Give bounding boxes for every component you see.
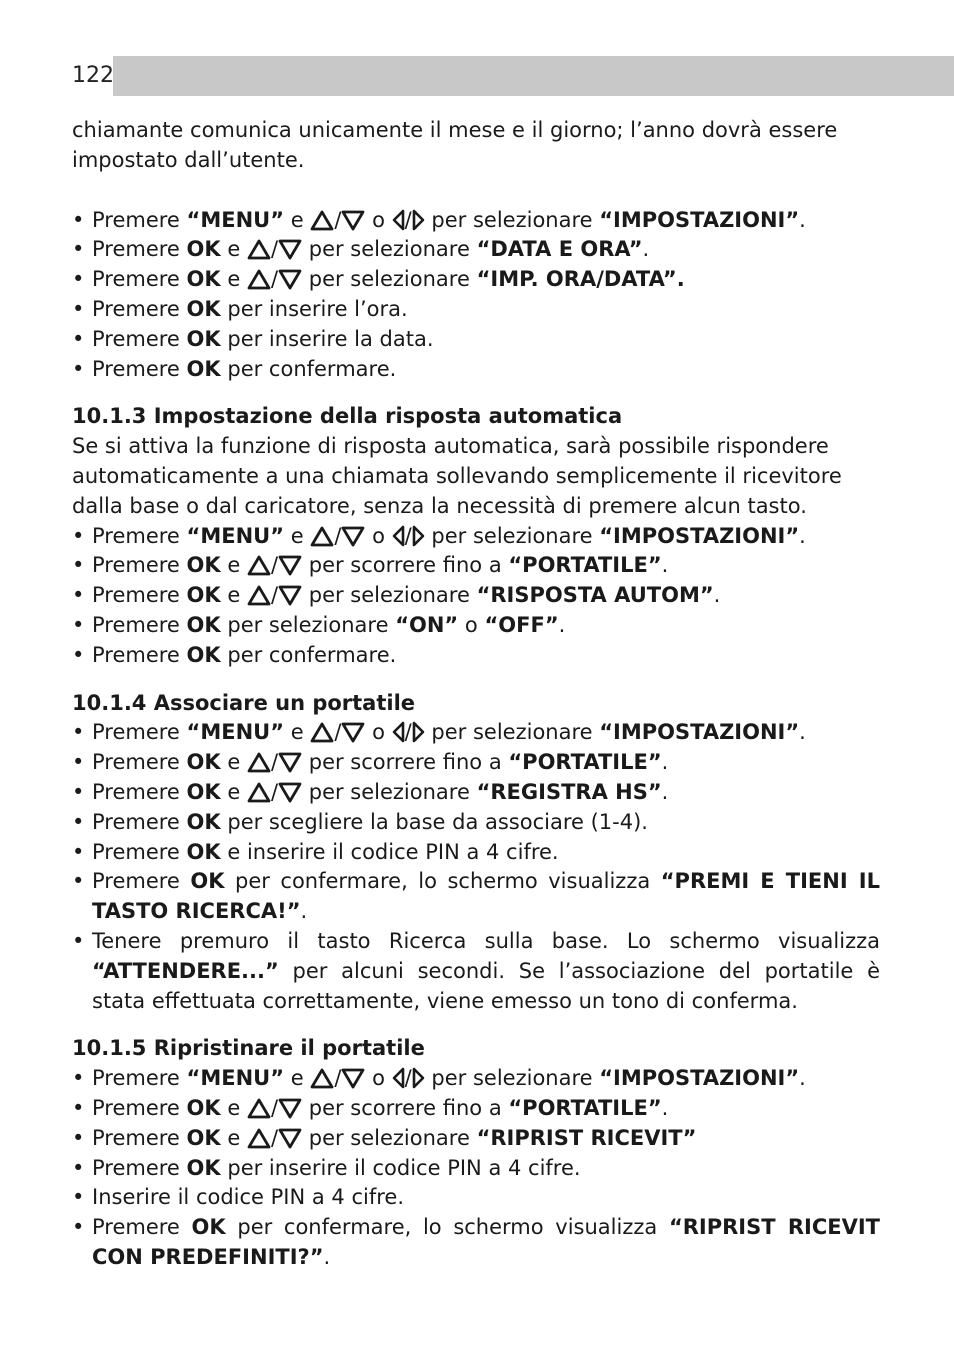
triangle-down-icon — [278, 751, 302, 773]
triangle-up-icon — [247, 781, 271, 803]
intro-line: impostato dall’utente. — [72, 147, 305, 172]
list-item: • Premere OK per selezionare “ON” o “OFF”. — [72, 612, 566, 637]
triangle-down-icon — [278, 584, 302, 606]
triangle-left-icon — [392, 721, 405, 743]
triangle-up-icon — [247, 1127, 271, 1149]
page-number: 122 — [72, 56, 113, 96]
triangle-up-icon — [247, 268, 271, 290]
triangle-right-icon — [412, 209, 425, 231]
paragraph-line: automaticamente a una chiamata sollevando semplicemente il ricevitore — [72, 463, 842, 488]
list-item: • Premere OK per confermare, lo schermo visualizza “RIPRIST RICEVIT CON PREDEFINITI?”. — [72, 1215, 880, 1269]
list-item: • Premere “MENU” e / o / per selezionare “IMPOSTAZIONI”. — [72, 720, 806, 745]
page-header-bar — [72, 56, 954, 96]
section-heading: 10.1.5 Ripristinare il portatile — [72, 1036, 425, 1061]
list-item: • Premere OK per confermare. — [72, 642, 397, 667]
list-item: • Premere OK e / per scorrere fino a “PORTATILE”. — [72, 1095, 669, 1120]
triangle-left-icon — [392, 209, 405, 231]
list-item: • Premere OK e / per selezionare “IMP. ORA/DATA”. — [72, 267, 685, 292]
intro-line: chiamante comunica unicamente il mese e il giorno; l’anno dovrà essere — [72, 118, 838, 142]
triangle-down-icon — [341, 721, 365, 743]
list-item: • Premere OK per confermare. — [72, 356, 397, 381]
triangle-down-icon — [341, 1067, 365, 1089]
list-item: • Premere OK per inserire la data. — [72, 326, 434, 351]
list-item: • Premere “MENU” e / o / per selezionare “IMPOSTAZIONI”. — [72, 207, 806, 232]
list-item: • Premere OK e / per selezionare “RISPOSTA AUTOM”. — [72, 583, 721, 608]
triangle-up-icon — [247, 1097, 271, 1119]
list-item: • Premere OK e / per scorrere fino a “PORTATILE”. — [72, 553, 669, 578]
triangle-left-icon — [392, 525, 405, 547]
list-item: • Inserire il codice PIN a 4 cifre. — [72, 1185, 405, 1210]
triangle-up-icon — [247, 584, 271, 606]
list-item: • Premere OK per inserire il codice PIN a 4 cifre. — [72, 1155, 581, 1180]
triangle-up-icon — [310, 525, 334, 547]
page-content — [72, 116, 880, 1273]
triangle-down-icon — [278, 781, 302, 803]
section-heading: 10.1.4 Associare un portatile — [72, 690, 416, 715]
list-item: • Premere “MENU” e / o / per selezionare “IMPOSTAZIONI”. — [72, 523, 806, 548]
triangle-up-icon — [310, 209, 334, 231]
list-item: • Premere OK e inserire il codice PIN a 4 cifre. — [72, 839, 559, 864]
section-heading: 10.1.3 Impostazione della risposta automatica — [72, 404, 623, 429]
triangle-down-icon — [278, 238, 302, 260]
list-item: • Premere OK e / per scorrere fino a “PORTATILE”. — [72, 750, 669, 775]
triangle-up-icon — [247, 238, 271, 260]
triangle-up-icon — [247, 751, 271, 773]
triangle-right-icon — [412, 721, 425, 743]
list-item: • Premere “MENU” e / o / per selezionare “IMPOSTAZIONI”. — [72, 1066, 806, 1091]
list-item: • Tenere premuro il tasto Ricerca sulla base. Lo schermo visualizza “ATTENDERE...” per alcuni secondi. Se l’associazione del portatile è stata effettuata correttamente, viene emesso un tono di conferma. — [72, 928, 880, 1013]
list-item: • Premere OK per inserire l’ora. — [72, 296, 408, 321]
triangle-right-icon — [412, 1067, 425, 1089]
triangle-down-icon — [278, 268, 302, 290]
list-item: • Premere OK e / per selezionare “REGISTRA HS”. — [72, 779, 669, 804]
list-item: • Premere OK per scegliere la base da associare (1-4). — [72, 809, 648, 834]
triangle-down-icon — [278, 554, 302, 576]
list-item: • Premere OK per confermare, lo schermo visualizza “PREMI E TIENI IL TASTO RICERCA!”. — [72, 869, 880, 924]
list-item: • Premere OK e / per selezionare “RIPRIST RICEVIT” — [72, 1125, 697, 1150]
paragraph-line: dalla base o dal caricatore, senza la necessità di premere alcun tasto. — [72, 493, 807, 518]
triangle-down-icon — [341, 525, 365, 547]
triangle-up-icon — [247, 554, 271, 576]
triangle-left-icon — [392, 1067, 405, 1089]
triangle-up-icon — [310, 1067, 334, 1089]
triangle-down-icon — [341, 209, 365, 231]
triangle-up-icon — [310, 721, 334, 743]
triangle-down-icon — [278, 1127, 302, 1149]
list-item: • Premere OK e / per selezionare “DATA E ORA”. — [72, 237, 650, 262]
paragraph-line: Se si attiva la funzione di risposta automatica, sarà possibile rispondere — [72, 434, 829, 459]
triangle-down-icon — [278, 1097, 302, 1119]
triangle-right-icon — [412, 525, 425, 547]
